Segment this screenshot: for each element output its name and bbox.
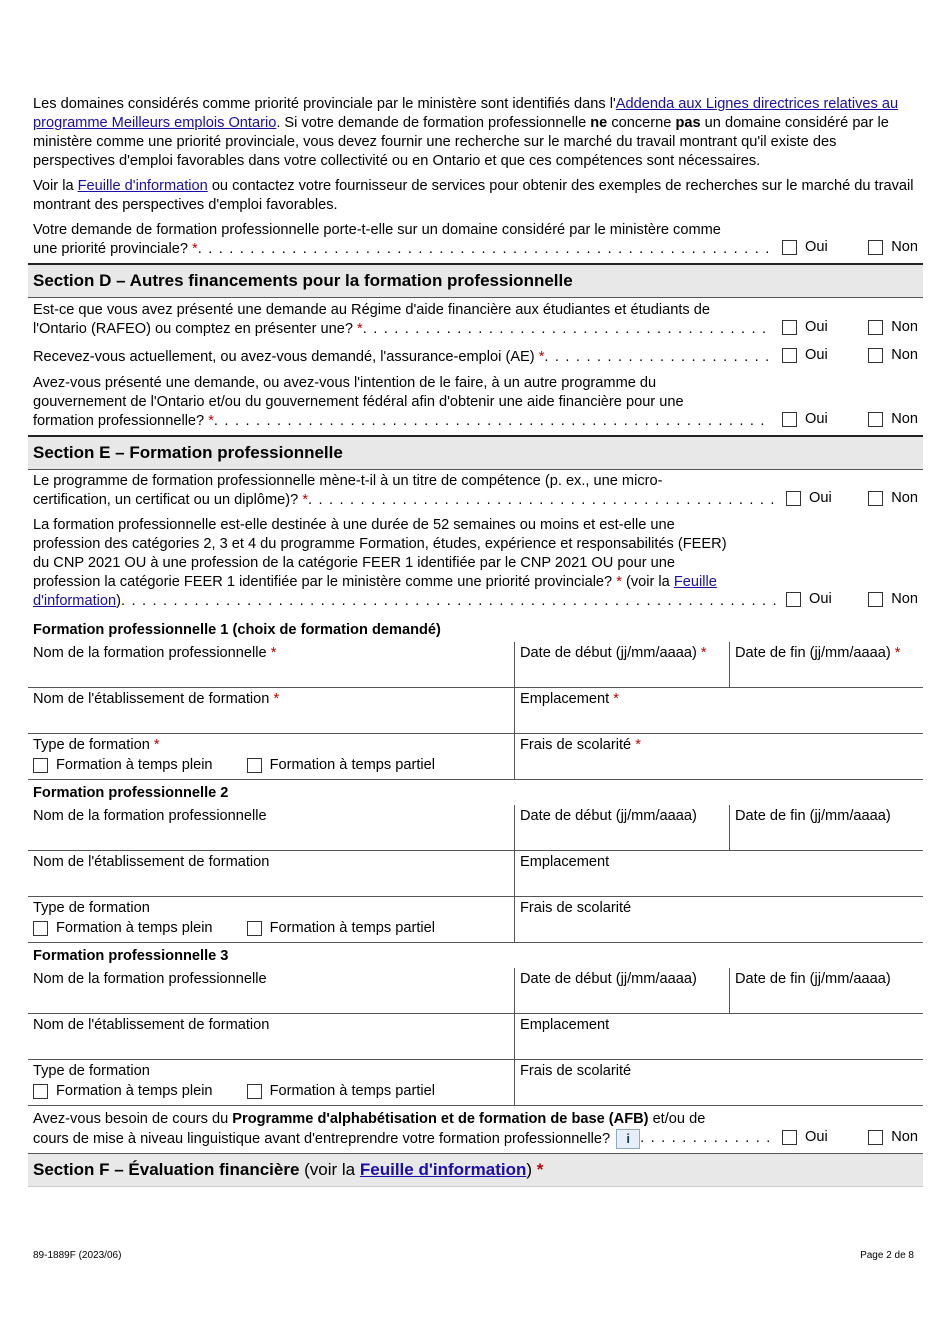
training-3-location-field[interactable]: Emplacement (514, 1014, 923, 1059)
training-3-fees-field[interactable]: Frais de scolarité (514, 1060, 923, 1105)
training-1-title: Formation professionnelle 1 (choix de formation demandé) (33, 622, 441, 638)
info-sheet-link[interactable]: Feuille d'information (77, 178, 208, 194)
training-1-type-field: Type de formation * Formation à temps plein Formation à temps partiel (33, 737, 436, 773)
training-1-location-field[interactable]: Emplacement * (514, 688, 923, 733)
other-program-yes-option[interactable]: Oui (782, 410, 828, 429)
training-3-part-time-checkbox[interactable] (247, 1084, 262, 1099)
question-rafeo: Est-ce que vous avez présenté une demande au Régime d'aide financière aux étudiantes et étudiants de l'Ontario (RAFEO) ou comptez en présenter une? * . . . Oui Non (28, 297, 923, 339)
rafeo-no-option[interactable]: Non (868, 318, 918, 337)
afb-yes-option[interactable]: Oui (782, 1128, 828, 1147)
training-3-type-field: Type de formation Formation à temps plein Formation à temps partiel (33, 1063, 436, 1099)
question-afb: Avez-vous besoin de cours du Programme d'alphabétisation et de formation de base (AFB) et/ou de cours de mise à niveau linguistique avant d'entreprendre votre formation professionnelle? i . . . Oui Non (28, 1105, 923, 1153)
training-1-name-field[interactable]: Nom de la formation professionnelle * (33, 645, 277, 661)
training-2-fees-field[interactable]: Frais de scolarité (514, 897, 923, 942)
training-3-row-3 (28, 1060, 923, 1105)
rafeo-yes-checkbox[interactable] (782, 320, 797, 335)
training-1-full-time-checkbox[interactable] (33, 758, 48, 773)
training-2-type-field: Type de formation Formation à temps plein Formation à temps partiel (33, 900, 436, 936)
training-1-row-1 (28, 642, 923, 688)
training-3-row-2 (28, 1014, 923, 1060)
feer-info-link-part2[interactable]: d'information (33, 593, 117, 609)
priority-no-option[interactable]: Non (868, 238, 918, 257)
training-1-row-2 (28, 688, 923, 734)
training-3-institution-field[interactable]: Nom de l'établissement de formation (33, 1017, 270, 1033)
ae-no-checkbox[interactable] (868, 348, 883, 363)
training-1-fees-field[interactable]: Frais de scolarité * (514, 734, 923, 779)
intro-block (28, 95, 923, 215)
credential-yes-checkbox[interactable] (786, 491, 801, 506)
question-credential: Le programme de formation professionnelle mène-t-il à un titre de compétence (p. ex., une micro- certification, un certificat ou un diplôme)? * . . . Oui Non (28, 469, 923, 510)
question-feer: La formation professionnelle est-elle destinée à une durée de 52 semaines ou moins et est-elle une profession des catégories 2, 3 et 4 du programme Formation, études, expérience et responsabilités (FEER) du CNP 2021 OU à une profession de la catégorie FEER 1 identifiée par le CNP 2021 OU pour une profession la catégorie FEER 1 identifiée par le ministère comme une priorité provinciale? * (voir la Feuille d'information) . . . Oui Non (28, 516, 923, 611)
feer-yes-checkbox[interactable] (786, 592, 801, 607)
feer-no-option[interactable]: Non (868, 590, 918, 609)
training-2-title: Formation professionnelle 2 (28, 779, 923, 805)
training-3-full-time-checkbox[interactable] (33, 1084, 48, 1099)
intro-paragraph-2: Voir la Feuille d'information ou contactez votre fournisseur de services pour obtenir des exemples de recherches sur le marché du travail montrant des perspectives d'emploi favorables. (33, 178, 914, 213)
training-1-row-3 (28, 734, 923, 779)
training-3-row-1 (28, 968, 923, 1014)
feer-info-link-part1[interactable]: Feuille (673, 574, 717, 590)
training-2-institution-field[interactable]: Nom de l'établissement de formation (33, 854, 270, 870)
ae-yes-checkbox[interactable] (782, 348, 797, 363)
form-page (28, 95, 923, 1187)
training-2-start-date-field[interactable]: Date de début (jj/mm/aaaa) (514, 805, 729, 850)
priority-no-checkbox[interactable] (868, 240, 883, 255)
afb-yes-checkbox[interactable] (782, 1130, 797, 1145)
ae-yes-option[interactable]: Oui (782, 346, 828, 365)
section-d-title: Section D – Autres financements pour la formation professionnelle (28, 263, 923, 297)
info-icon[interactable]: i (616, 1129, 640, 1149)
training-3-start-date-field[interactable]: Date de début (jj/mm/aaaa) (514, 968, 729, 1013)
training-2-name-field[interactable]: Nom de la formation professionnelle (33, 808, 267, 824)
rafeo-no-checkbox[interactable] (868, 320, 883, 335)
training-2-row-2 (28, 851, 923, 897)
credential-no-checkbox[interactable] (868, 491, 883, 506)
training-1-part-time-option[interactable]: Formation à temps partiel (247, 756, 435, 775)
training-2-part-time-option[interactable]: Formation à temps partiel (247, 919, 435, 938)
credential-yes-option[interactable]: Oui (786, 489, 832, 508)
question-ae: Recevez-vous actuellement, ou avez-vous demandé, l'assurance-emploi (AE) * . . . Oui Non (28, 346, 923, 367)
ae-no-option[interactable]: Non (868, 346, 918, 365)
section-e-title: Section E – Formation professionnelle (28, 435, 923, 469)
feer-no-checkbox[interactable] (868, 592, 883, 607)
other-program-no-checkbox[interactable] (868, 412, 883, 427)
other-program-no-option[interactable]: Non (868, 410, 918, 429)
section-f-info-link[interactable]: Feuille d'information (359, 1160, 527, 1179)
training-1-start-date-field[interactable]: Date de début (jj/mm/aaaa) * (514, 642, 729, 687)
other-program-yes-checkbox[interactable] (782, 412, 797, 427)
training-2-part-time-checkbox[interactable] (247, 921, 262, 936)
form-number: 89-1889F (2023/06) (33, 1250, 122, 1261)
training-2-location-field[interactable]: Emplacement (514, 851, 923, 896)
section-f-title: Section F – Évaluation financière (voir la Feuille d'information) * (28, 1153, 923, 1187)
training-2-full-time-checkbox[interactable] (33, 921, 48, 936)
question-priority: Votre demande de formation professionnelle porte-t-elle sur un domaine considéré par le ministère comme une priorité provinciale? * . . . Oui Non (28, 221, 923, 263)
question-other-program: Avez-vous présenté une demande, ou avez-vous l'intention de le faire, à un autre programme du gouvernement de l'Ontario et/ou du gouvernement fédéral afin d'obtenir une aide financière pour une formation professionnelle? * . . . Oui Non (28, 374, 923, 435)
training-3-full-time-option[interactable]: Formation à temps plein (33, 1082, 213, 1101)
training-2-row-1 (28, 805, 923, 851)
feer-yes-option[interactable]: Oui (786, 590, 832, 609)
training-2-end-date-field[interactable]: Date de fin (jj/mm/aaaa) (729, 805, 923, 850)
intro-paragraph-1: Les domaines considérés comme priorité provinciale par le ministère sont identifiés dans l'Addenda aux Lignes directrices relatives au programme Meilleurs emplois Ontario. Si votre demande de formation professionnelle ne concerne pas un domaine considéré par le ministère comme une priorité provinciale, vous devez fournir une recherche sur le marché du travail montrant qu'il existe des perspectives d'emploi favorables dans votre collectivité ou en Ontario et que ces compétences sont nécessaires. (33, 96, 899, 169)
afb-no-checkbox[interactable] (868, 1130, 883, 1145)
credential-no-option[interactable]: Non (868, 489, 918, 508)
rafeo-yes-option[interactable]: Oui (782, 318, 828, 337)
training-2-full-time-option[interactable]: Formation à temps plein (33, 919, 213, 938)
addenda-link[interactable]: Addenda aux Lignes directrices relatives au programme Meilleurs emplois Ontario (33, 96, 899, 131)
training-3-title: Formation professionnelle 3 (28, 942, 923, 968)
priority-yes-checkbox[interactable] (782, 240, 797, 255)
page-number: Page 2 de 8 (860, 1250, 914, 1261)
training-3-part-time-option[interactable]: Formation à temps partiel (247, 1082, 435, 1101)
training-1-full-time-option[interactable]: Formation à temps plein (33, 756, 213, 775)
training-2-row-3 (28, 897, 923, 942)
priority-yes-option[interactable]: Oui (782, 238, 828, 257)
training-3-name-field[interactable]: Nom de la formation professionnelle (33, 971, 267, 987)
training-3-end-date-field[interactable]: Date de fin (jj/mm/aaaa) (729, 968, 923, 1013)
training-1-end-date-field[interactable]: Date de fin (jj/mm/aaaa) * (729, 642, 923, 687)
training-1-part-time-checkbox[interactable] (247, 758, 262, 773)
training-1-institution-field[interactable]: Nom de l'établissement de formation * (33, 691, 280, 707)
afb-no-option[interactable]: Non (868, 1128, 918, 1147)
